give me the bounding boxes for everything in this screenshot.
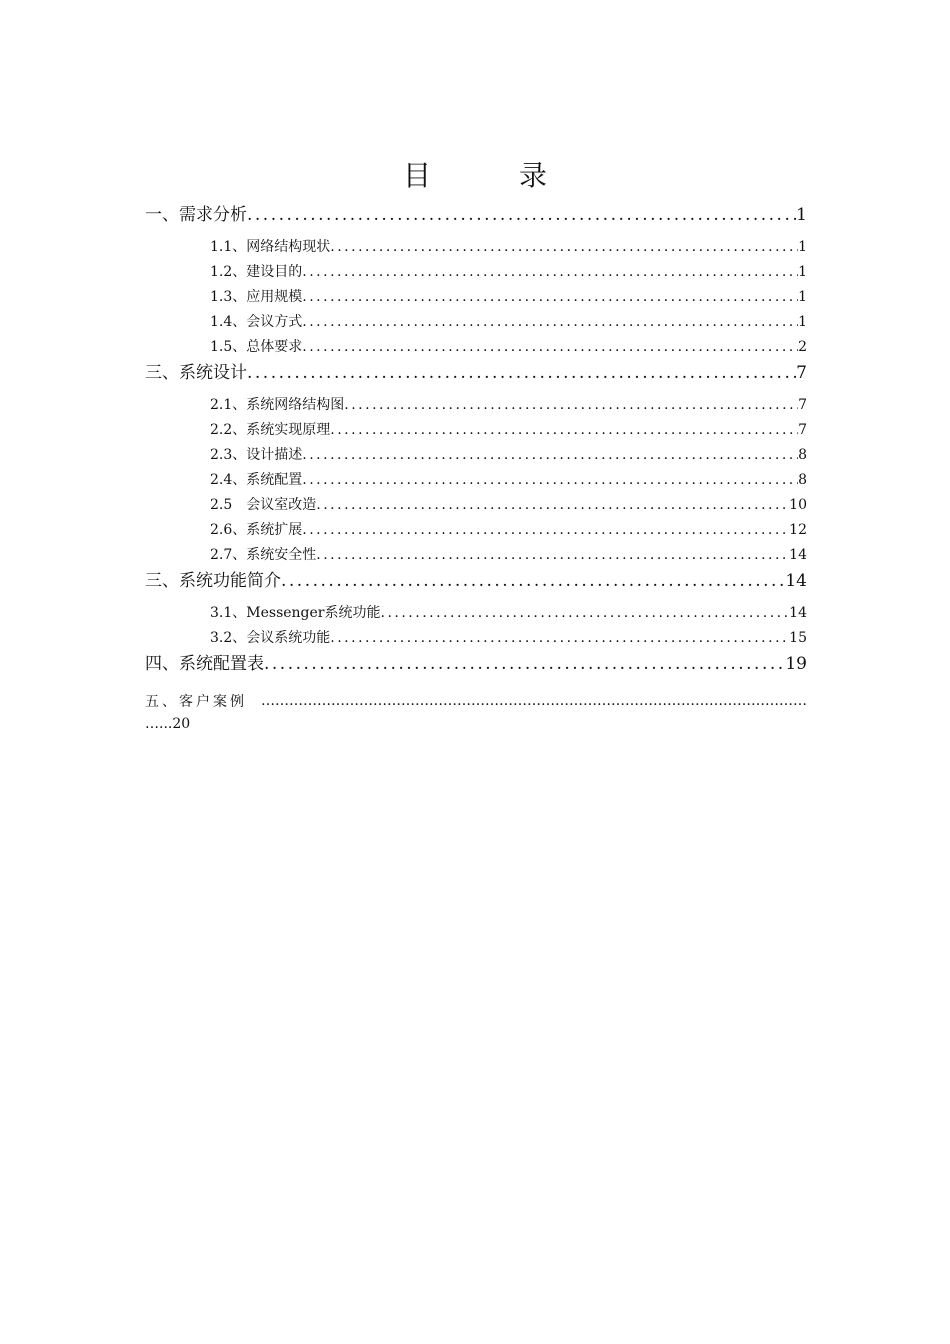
toc-entry-label: 2.1、系统网络结构图 [210,397,345,413]
toc-entry-leader [381,603,790,626]
toc-entry-page-number: 2 [798,339,807,355]
toc-entry-label: 1.1、网络结构现状 [210,239,331,255]
toc-entry-page-number: 7 [796,363,807,383]
toc-entry-leader [264,654,785,677]
toc-entry-label: 1.5、总体要求 [210,339,303,355]
toc-entry-leader [302,337,798,360]
toc-entry-page-number: 14 [789,547,807,563]
toc-entry-label: 2.7、系统安全性 [210,547,317,563]
toc-entry[interactable] [145,285,807,310]
toc-entry[interactable] [145,568,807,594]
toc-entry[interactable] [145,200,807,228]
toc-entry-page-number: 15 [789,630,807,646]
toc-entry-label: 2.3、设计描述 [210,447,303,463]
toc-entry-label: 2.4、系统配置 [210,472,303,488]
toc-entry-page-number: 7 [798,397,807,413]
toc-entry[interactable] [145,260,807,285]
toc-entry[interactable] [145,335,807,360]
toc-entry[interactable] [145,386,807,418]
toc-entry-leader [302,445,798,468]
toc-entry-leader [302,262,798,285]
toc-entry-page-number: 1 [798,289,807,305]
toc-entry-leader [302,470,798,493]
toc-entry-leader [316,545,789,568]
toc-entry-label: 1.4、会议方式 [210,314,303,330]
toc-entry[interactable] [145,518,807,543]
toc-entry-label: 1.2、建设目的 [210,264,303,280]
toc-entry-label: 3.1、Messenger系统功能 [210,605,381,621]
toc-entry-leader [302,520,789,543]
toc-entry-page-number: 12 [789,522,807,538]
toc-entry-label: 三、系统设计 [145,363,247,383]
toc-entry-leader [316,495,789,518]
toc-entry-leader [330,628,789,651]
toc-entry-leader [247,363,796,386]
toc-entry-page-number: 1 [796,205,807,225]
toc-entry-leader [330,237,798,260]
toc-entry[interactable] [145,626,807,651]
toc-entry[interactable] [145,443,807,468]
toc-entry[interactable] [145,543,807,568]
toc-entry[interactable] [145,360,807,386]
toc-entry-label: 2.5 会议室改造 [210,497,317,513]
toc-entry-label: 1.3、应用规模 [210,289,303,305]
toc-title: 目 录 [402,159,577,192]
toc-entry-page-number: 7 [798,422,807,438]
toc-entry[interactable] [145,310,807,335]
toc-entry-label: 三、系统功能简介 [145,571,281,591]
toc-entry-page-number: 14 [789,605,807,621]
toc-entry-page-number: 8 [798,472,807,488]
toc-entry-page-number: 1 [798,239,807,255]
toc-entry-page-number: 19 [785,654,807,674]
toc-entry-customer-cases[interactable] [145,689,807,735]
toc-entry-page-number: 1 [798,264,807,280]
toc-entry[interactable] [145,651,807,677]
toc-entry-label: 2.6、系统扩展 [210,522,303,538]
toc-entry[interactable] [145,418,807,443]
toc-entry-leader [247,693,807,709]
toc-entry-label: 五、客户案例 [145,694,247,710]
toc-entry-label: 3.2、会议系统功能 [210,630,331,646]
toc-entry[interactable] [145,228,807,260]
toc-entry-label: 四、系统配置表 [145,654,264,674]
toc-entry[interactable] [145,594,807,626]
toc-entry-page-number: 8 [798,447,807,463]
toc-entry-label: 一、需求分析 [145,205,247,225]
table-of-contents [145,200,807,735]
toc-entry-leader [330,420,798,443]
toc-entry-leader [344,395,798,418]
toc-entry-label: 2.2、系统实现原理 [210,422,331,438]
toc-entry[interactable] [145,468,807,493]
toc-entry-continuation: …...20 [145,716,191,732]
toc-entry-leader [281,571,785,594]
toc-entry[interactable] [145,493,807,518]
toc-entry-leader [247,205,796,228]
toc-entry-page-number: 10 [789,497,807,513]
toc-entry-page-number: 1 [798,314,807,330]
toc-entry-leader [302,287,798,310]
toc-entry-page-number: 14 [785,571,807,591]
toc-entry-leader [302,312,798,335]
